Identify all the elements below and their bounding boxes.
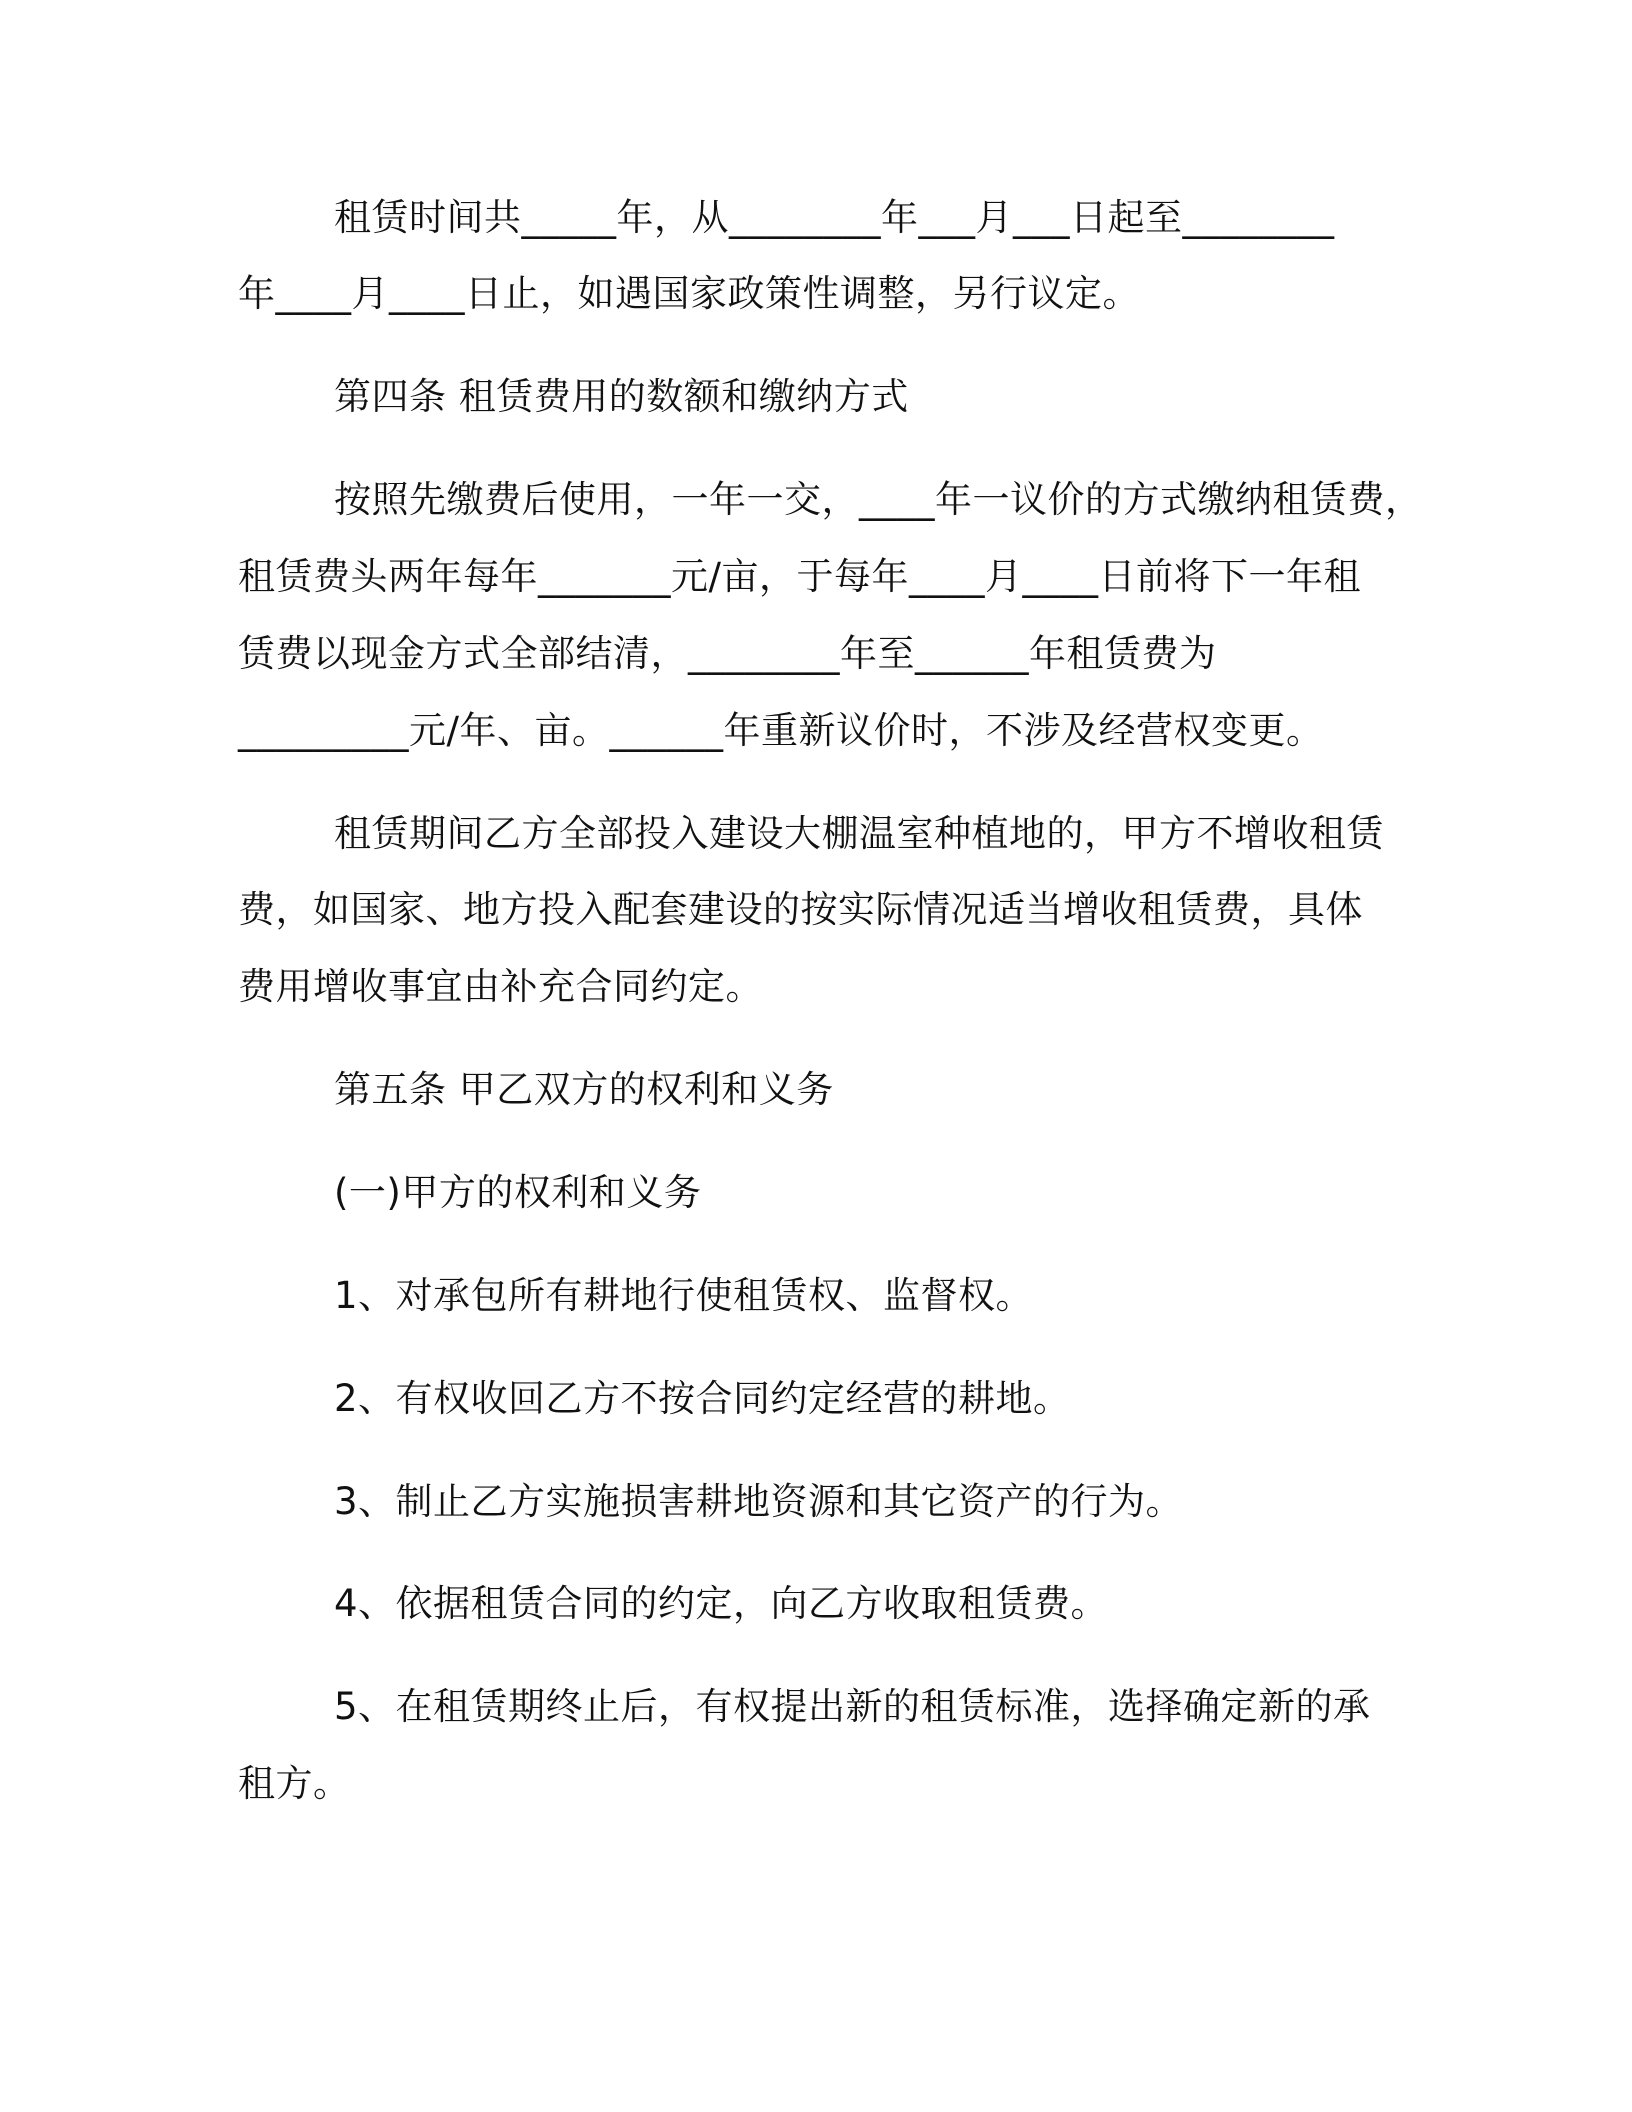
fee-paragraph-line-2: 租赁费头两年每年_______元/亩，于每年____月____日前将下一年租: [238, 555, 1361, 598]
article-4-heading: 第四条 租赁费用的数额和缴纳方式: [334, 375, 909, 418]
list-item-5-line-1: 5、在租赁期终止后，有权提出新的租赁标准，选择确定新的承: [334, 1685, 1371, 1728]
fee-paragraph-line-3: 赁费以现金方式全部结清，________年至______年租赁费为: [238, 632, 1217, 675]
list-item-1: 1、对承包所有耕地行使租赁权、监督权。: [334, 1274, 1034, 1317]
list-item-4: 4、依据租赁合同的约定，向乙方收取租赁费。: [334, 1582, 1109, 1625]
article-5-heading: 第五条 甲乙双方的权利和义务: [334, 1068, 834, 1111]
investment-paragraph-line-1: 租赁期间乙方全部投入建设大棚温室种植地的，甲方不增收租赁: [334, 812, 1384, 855]
fee-paragraph-line-1: 按照先缴费后使用，一年一交，____年一议价的方式缴纳租赁费，: [334, 478, 1423, 521]
list-item-3: 3、制止乙方实施损害耕地资源和其它资产的行为。: [334, 1480, 1184, 1523]
lease-term-line-2: 年____月____日止，如遇国家政策性调整，另行议定。: [238, 272, 1140, 315]
party-a-subheading: (一)甲方的权利和义务: [334, 1171, 702, 1214]
fee-paragraph-line-4: _________元/年、亩。______年重新议价时，不涉及经营权变更。: [238, 709, 1324, 752]
investment-paragraph-line-3: 费用增收事宜由补充合同约定。: [238, 965, 763, 1008]
list-item-2: 2、有权收回乙方不按合同约定经营的耕地。: [334, 1377, 1071, 1420]
lease-term-line-1: 租赁时间共_____年，从________年___月___日起至________: [334, 196, 1335, 239]
list-item-5-line-2: 租方。: [238, 1762, 351, 1805]
investment-paragraph-line-2: 费，如国家、地方投入配套建设的按实际情况适当增收租赁费，具体: [238, 888, 1363, 931]
